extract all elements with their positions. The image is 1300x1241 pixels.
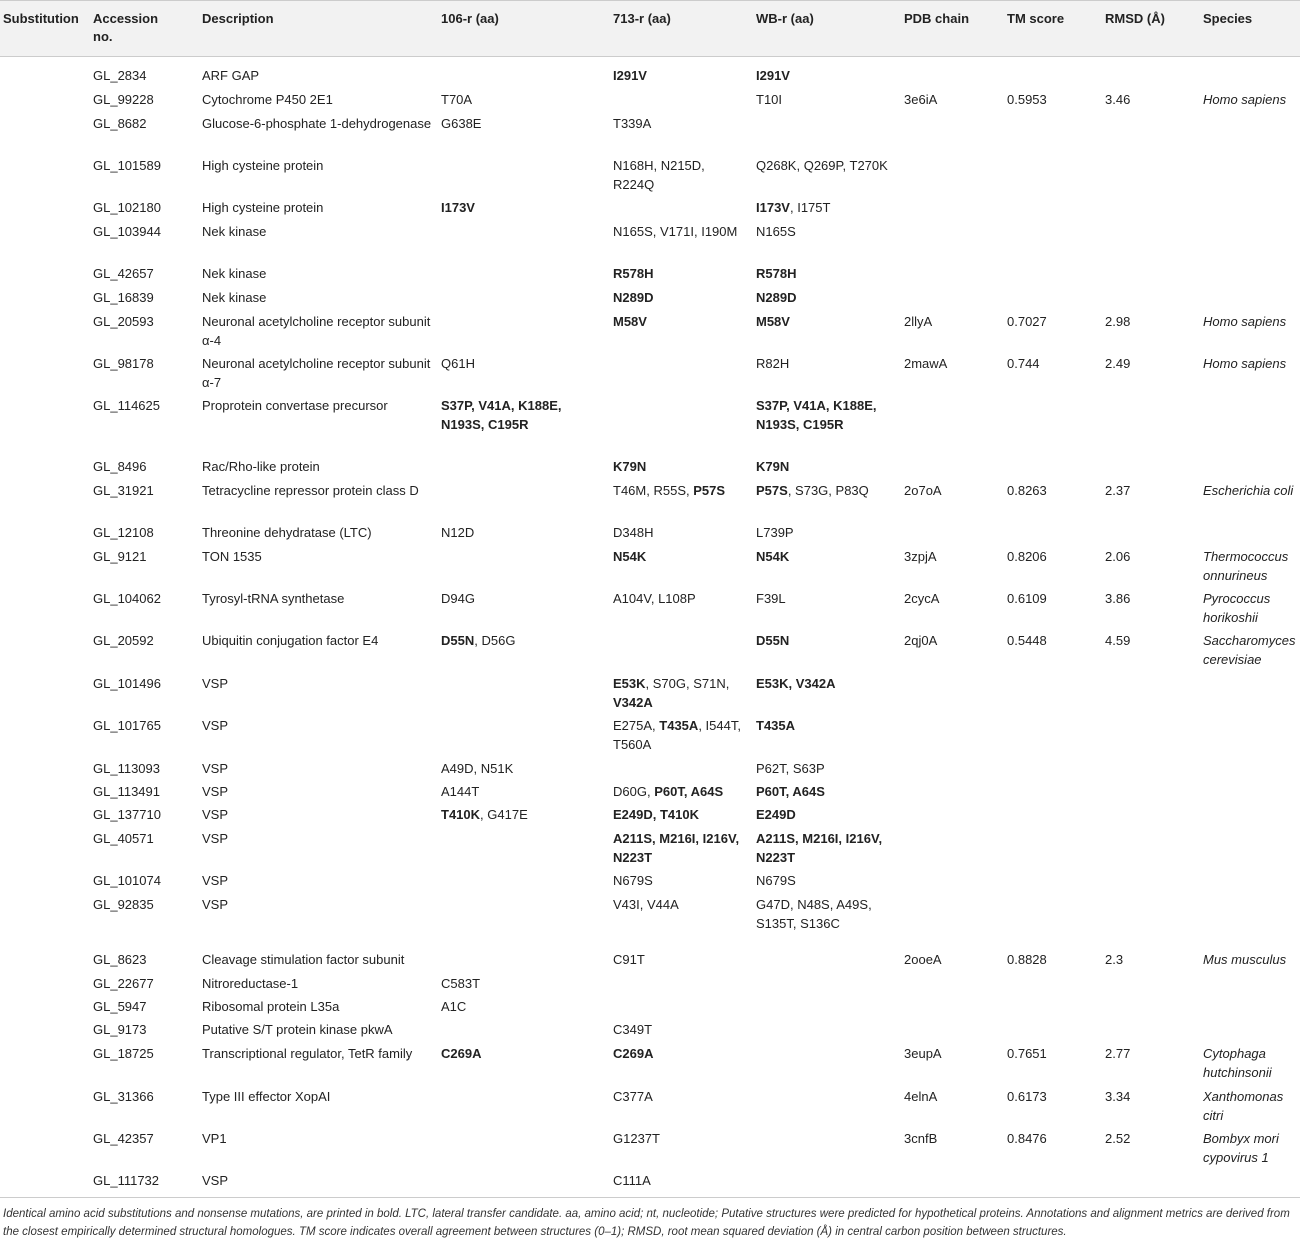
substitution: A144T (441, 784, 480, 799)
substitution: T410K (659, 807, 700, 822)
r713-cell: N165S, V171I, I190M (613, 224, 738, 239)
wb-cell (756, 355, 898, 374)
substitution: I173V (441, 200, 475, 215)
substitution: S63P (792, 761, 825, 776)
r713-cell (613, 313, 748, 332)
substitution: I216V (702, 831, 736, 846)
species-cell: Homo sapiens (1203, 92, 1287, 107)
tm-score-cell: 0.744 (1007, 356, 1040, 371)
r106-cell (441, 355, 601, 374)
substitution: M216I (659, 831, 696, 846)
r713-cell: E249D, T410K (613, 807, 700, 822)
r713-cell (613, 1130, 748, 1149)
accession-cell: GL_31921 (93, 483, 154, 498)
wb-cell (756, 265, 898, 284)
pdb-chain-cell: 4elnA (904, 1089, 938, 1104)
wb-cell: P57S, S73G, P83Q (756, 483, 869, 498)
r106-cell: D55N, D56G (441, 633, 516, 648)
accession-cell: GL_8623 (93, 952, 147, 967)
species-cell: Xanthomonas citri (1203, 1089, 1284, 1123)
substitution: V342A (795, 676, 836, 691)
header-tm-score: TM score (1007, 11, 1065, 26)
r106-cell (441, 975, 601, 994)
substitution: A211S (613, 831, 653, 846)
tm-score-cell: 0.5448 (1007, 633, 1047, 648)
accession-cell: GL_20592 (93, 633, 154, 648)
species-cell: Thermococcus onnurineus (1203, 549, 1289, 583)
substitution: T339A (613, 116, 652, 131)
species-cell: Homo sapiens (1203, 356, 1287, 371)
substitution: S71N (693, 676, 726, 691)
substitution: I291V (756, 68, 790, 83)
substitution: I173V (756, 200, 790, 215)
accession-cell: GL_40571 (93, 831, 154, 846)
r713-cell: V43I, V44A (613, 897, 679, 912)
accession-cell: GL_101496 (93, 676, 161, 691)
accession-cell: GL_8496 (93, 459, 147, 474)
r713-cell: E53K, S70G, S71N, V342A (613, 676, 730, 710)
pdb-chain-cell: 3e6iA (904, 92, 938, 107)
description-cell: Cytochrome P450 2E1 (202, 92, 333, 107)
description-cell: Tetracycline repressor protein class D (202, 483, 419, 498)
substitution: C91T (613, 952, 645, 967)
substitution: K79N (756, 459, 790, 474)
description-cell: Transcriptional regulator, TetR family (202, 1046, 413, 1061)
substitution: I175T (797, 200, 831, 215)
rmsd-cell: 2.52 (1105, 1131, 1131, 1146)
accession-cell: GL_5947 (93, 999, 147, 1014)
description-cell: VSP (202, 784, 229, 799)
rmsd-cell: 2.77 (1105, 1046, 1131, 1061)
substitution: I190M (701, 224, 738, 239)
accession-cell: GL_20593 (93, 314, 154, 329)
tm-score-cell: 0.5953 (1007, 92, 1047, 107)
wb-cell: Q268K, Q269P, T270K (756, 158, 888, 173)
description-cell: Nek kinase (202, 266, 267, 281)
rmsd-cell: 3.46 (1105, 92, 1131, 107)
r106-cell (441, 524, 601, 543)
species-cell: Cytophaga hutchinsonii (1203, 1046, 1272, 1080)
r713-cell (613, 524, 748, 543)
header-species: Species (1203, 11, 1253, 26)
substitution: Q269P (803, 158, 843, 173)
accession-cell: GL_103944 (93, 224, 161, 239)
substitution: E249D (613, 807, 653, 822)
substitution: T10I (756, 92, 783, 107)
substitution: A49S (836, 897, 869, 912)
substitution: P60T (756, 784, 786, 799)
tm-score-cell: 0.8476 (1007, 1131, 1047, 1146)
substitution: Q268K (756, 158, 797, 173)
description-cell: High cysteine protein (202, 158, 324, 173)
substitution: D348H (613, 525, 654, 540)
pdb-chain-cell: 3cnfB (904, 1131, 938, 1146)
r106-cell (441, 199, 601, 218)
accession-cell: GL_137710 (93, 807, 161, 822)
wb-cell (756, 806, 898, 825)
table-header (0, 0, 1300, 56)
header-713r: 713-r (aa) (613, 11, 671, 26)
species-cell: Escherichia coli (1203, 483, 1294, 498)
substitution: K79N (613, 459, 647, 474)
header-rmsd: RMSD (Å) (1105, 11, 1165, 26)
r106-cell (441, 91, 601, 110)
description-cell: VSP (202, 873, 229, 888)
substitution: T270K (849, 158, 888, 173)
wb-cell (756, 67, 898, 86)
r106-cell (441, 783, 601, 802)
r106-cell: A49D, N51K (441, 761, 514, 776)
substitution: D55N (756, 633, 790, 648)
accession-cell: GL_42657 (93, 266, 154, 281)
tm-score-cell: 0.6109 (1007, 591, 1047, 606)
header-description: Description (202, 11, 274, 26)
accession-cell: GL_111732 (93, 1173, 160, 1188)
tm-score-cell: 0.7027 (1007, 314, 1047, 329)
substitution: T435A (659, 718, 699, 733)
substitution: C583T (441, 976, 481, 991)
pdb-chain-cell: 3eupA (904, 1046, 942, 1061)
substitution: R224Q (613, 176, 655, 192)
species-cell: Pyrococcus horikoshii (1203, 591, 1271, 625)
r713-cell: D60G, P60T, A64S (613, 784, 724, 799)
rmsd-cell: 2.06 (1105, 549, 1131, 564)
wb-cell (756, 632, 898, 651)
description-cell: VSP (202, 807, 229, 822)
substitution: A64S (792, 784, 825, 799)
substitution: M58V (756, 314, 790, 329)
wb-cell: S37P, V41A, K188E, N193S, C195R (756, 398, 877, 432)
pdb-chain-cell: 2llyA (904, 314, 933, 329)
rmsd-cell: 3.34 (1105, 1089, 1131, 1104)
substitution: D60G (613, 784, 647, 799)
wb-cell: E53K, V342A (756, 676, 836, 691)
header-106r: 106-r (aa) (441, 11, 499, 26)
description-cell: VSP (202, 761, 229, 776)
header-wbr: WB-r (aa) (756, 11, 814, 26)
substitution: V44A (646, 897, 679, 912)
substitution: C195R (487, 416, 529, 432)
r713-cell (613, 458, 748, 477)
header-substitution: Substitution (3, 11, 79, 26)
rmsd-cell: 4.59 (1105, 633, 1131, 648)
pdb-chain-cell: 2mawA (904, 356, 948, 371)
pdb-chain-cell: 2qj0A (904, 633, 938, 648)
accession-cell: GL_9121 (93, 549, 147, 564)
description-cell: Nek kinase (202, 290, 267, 305)
substitution: G1237T (613, 1131, 660, 1146)
substitution: P83Q (835, 483, 869, 498)
substitution: L108P (658, 591, 696, 606)
species-cell: Homo sapiens (1203, 314, 1287, 329)
r106-cell (441, 115, 601, 134)
substitution: D56G (481, 633, 516, 648)
substitution: N54K (756, 549, 790, 564)
description-cell: Proprotein convertase precursor (202, 398, 388, 413)
accession-cell: GL_8682 (93, 116, 147, 131)
accession-cell: GL_22677 (93, 976, 154, 991)
accession-cell: GL_99228 (93, 92, 154, 107)
substitution: L739P (756, 525, 794, 540)
description-cell: Glucose-6-phosphate 1-dehydrogenase (202, 116, 432, 131)
substitution: N165S (756, 224, 796, 239)
rmsd-cell: 2.37 (1105, 483, 1131, 498)
r713-cell: A104V, L108P (613, 591, 696, 606)
substitution: R578H (756, 266, 797, 281)
substitution: T560A (613, 736, 652, 752)
substitution: T435A (756, 718, 796, 733)
pdb-chain-cell: 3zpjA (904, 549, 937, 564)
accession-cell: GL_2834 (93, 68, 147, 83)
substitution: N679S (613, 873, 653, 888)
tm-score-cell: 0.8206 (1007, 549, 1047, 564)
substitution: A104V (613, 591, 651, 606)
r713-cell (613, 67, 748, 86)
substitution: V41A (478, 398, 511, 413)
substitution: N193S (441, 416, 481, 432)
substitution: M58V (613, 314, 647, 329)
accession-cell: GL_98178 (93, 356, 154, 371)
wb-cell (756, 548, 898, 567)
substitution: G417E (487, 807, 528, 822)
r713-cell: A211S, M216I, I216V, N223T (613, 831, 740, 865)
substitution: N289D (613, 290, 654, 305)
r106-cell (441, 1045, 601, 1064)
substitution: S70G (652, 676, 687, 691)
substitution: C349T (613, 1022, 653, 1037)
accession-cell: GL_42357 (93, 1131, 154, 1146)
r106-cell: T410K, G417E (441, 807, 528, 822)
description-cell: VP1 (202, 1131, 227, 1146)
description-cell: Putative S/T protein kinase pkwA (202, 1022, 393, 1037)
description-cell: Ubiquitin conjugation factor E4 (202, 633, 379, 648)
substitution: P57S (693, 483, 726, 498)
substitution: S135T (756, 915, 793, 931)
substitution: C269A (613, 1046, 654, 1061)
substitution: C269A (441, 1046, 482, 1061)
r106-cell (441, 998, 601, 1017)
accession-cell: GL_101589 (93, 158, 161, 173)
r713-cell (613, 548, 748, 567)
wb-cell (756, 458, 898, 477)
substitution: E53K (613, 676, 646, 691)
substitution: P62T (756, 761, 786, 776)
substitution: F39L (756, 591, 786, 606)
wb-cell: P62T, S63P (756, 761, 825, 776)
wb-cell (756, 313, 898, 332)
r713-cell (613, 115, 748, 134)
description-cell: TON 1535 (202, 549, 262, 564)
accession-cell: GL_31366 (93, 1089, 154, 1104)
wb-cell (756, 91, 898, 110)
substitution: P57S (756, 483, 788, 498)
substitution: N12D (441, 525, 475, 540)
substitution: Q61H (441, 356, 475, 371)
rmsd-cell: 2.49 (1105, 356, 1131, 371)
description-cell: Threonine dehydratase (LTC) (202, 525, 372, 540)
substitution: V43I (613, 897, 640, 912)
accession-cell: GL_12108 (93, 525, 154, 540)
top-rule (0, 0, 1300, 1)
r713-cell (613, 1172, 748, 1191)
accession-cell: GL_16839 (93, 290, 154, 305)
substitution: E275A (613, 718, 653, 733)
substitution: M216I (802, 831, 839, 846)
substitution: I291V (613, 68, 647, 83)
description-cell: Ribosomal protein L35a (202, 999, 340, 1014)
accession-cell: GL_9173 (93, 1022, 147, 1037)
tm-score-cell: 0.8828 (1007, 952, 1047, 967)
substitution: N54K (613, 549, 647, 564)
substitution: S136C (800, 915, 840, 931)
substitution: V171I (659, 224, 694, 239)
substitution: T46M (613, 483, 647, 498)
substitution: K188E (518, 398, 558, 413)
description-cell: VSP (202, 831, 229, 846)
wb-cell: P60T, A64S (756, 784, 825, 799)
accession-cell: GL_18725 (93, 1046, 154, 1061)
substitution: C111A (613, 1173, 651, 1188)
substitution: R578H (613, 266, 654, 281)
r713-cell (613, 1021, 748, 1040)
description-cell: Neuronal acetylcholine receptor subunit α-7 (202, 356, 431, 390)
substitution: N168H (613, 158, 654, 173)
substitution: G47D (756, 897, 790, 912)
rmsd-cell: 2.98 (1105, 314, 1131, 329)
header-rule (0, 56, 1300, 57)
accession-cell: GL_104062 (93, 591, 161, 606)
tm-score-cell: 0.6173 (1007, 1089, 1047, 1104)
substitution: N51K (480, 761, 514, 776)
tm-score-cell: 0.7651 (1007, 1046, 1047, 1061)
r713-cell (613, 872, 748, 891)
substitution: G638E (441, 116, 482, 131)
substitution: T410K (441, 807, 481, 822)
description-cell: Type III effector XopAI (202, 1089, 331, 1104)
substitution: R82H (756, 356, 790, 371)
substitution: T70A (441, 92, 473, 107)
r713-cell (613, 1045, 748, 1064)
wb-cell (756, 289, 898, 308)
pdb-chain-cell: 2ooeA (904, 952, 942, 967)
rmsd-cell: 3.86 (1105, 591, 1131, 606)
description-cell: Cleavage stimulation factor subunit (202, 952, 405, 967)
substitution: C195R (802, 416, 844, 432)
substitution: S37P (756, 398, 787, 413)
substitution: D55N (441, 633, 475, 648)
accession-cell: GL_92835 (93, 897, 154, 912)
tm-score-cell: 0.8263 (1007, 483, 1047, 498)
substitution: N165S (613, 224, 653, 239)
substitution: N223T (613, 849, 653, 865)
substitution: E249D (756, 807, 796, 822)
wb-cell (756, 590, 898, 609)
wb-cell: G47D, N48S, A49S, S135T, S136C (756, 897, 872, 931)
substitution: K188E (833, 398, 873, 413)
pdb-chain-cell: 2o7oA (904, 483, 942, 498)
accession-cell: GL_101765 (93, 718, 161, 733)
description-cell: Tyrosyl-tRNA synthetase (202, 591, 345, 606)
pdb-chain-cell: 2cycA (904, 591, 940, 606)
substitution: D94G (441, 591, 475, 606)
substitution: C377A (613, 1089, 653, 1104)
species-cell: Bombyx mori cypovirus 1 (1203, 1131, 1279, 1165)
wb-cell (756, 223, 898, 242)
accession-cell: GL_113093 (93, 761, 160, 776)
rmsd-cell: 2.3 (1105, 952, 1124, 967)
accession-cell: GL_113491 (93, 784, 160, 799)
r713-cell (613, 951, 748, 970)
substitution: N215D (660, 158, 702, 173)
substitution: N679S (756, 873, 796, 888)
description-cell: VSP (202, 676, 229, 691)
wb-cell (756, 717, 898, 736)
substitution: I216V (845, 831, 879, 846)
description-cell: ARF GAP (202, 68, 260, 83)
substitution: A1C (441, 999, 467, 1014)
wb-cell: I173V, I175T (756, 200, 831, 215)
substitution: E53K (756, 676, 789, 691)
bottom-rule (0, 1197, 1300, 1198)
r713-cell (613, 265, 748, 284)
header-pdb-chain: PDB chain (904, 11, 970, 26)
species-cell: Saccharomyces cerevisiae (1203, 633, 1296, 667)
r713-cell (613, 289, 748, 308)
description-cell: Nitroreductase-1 (202, 976, 299, 991)
r713-cell (613, 1088, 748, 1107)
description-cell: Neuronal acetylcholine receptor subunit α-4 (202, 314, 431, 348)
description-cell: VSP (202, 1173, 229, 1188)
substitution: V342A (613, 694, 653, 710)
wb-cell (756, 524, 898, 543)
accession-cell: GL_101074 (93, 873, 161, 888)
description-cell: Rac/Rho-like protein (202, 459, 320, 474)
substitution: A211S (756, 831, 796, 846)
substitution: V41A (793, 398, 826, 413)
substitution: N223T (756, 849, 796, 865)
wb-cell: A211S, M216I, I216V, N223T (756, 831, 883, 865)
r713-cell: N168H, N215D, R224Q (613, 158, 705, 192)
r106-cell (441, 590, 601, 609)
species-cell: Mus musculus (1203, 952, 1287, 967)
description-cell: VSP (202, 718, 229, 733)
r713-cell: E275A, T435A, I544T, T560A (613, 718, 741, 752)
r106-cell: S37P, V41A, K188E, N193S, C195R (441, 398, 562, 432)
wb-cell (756, 872, 898, 891)
substitution: A64S (690, 784, 724, 799)
accession-cell: GL_102180 (93, 200, 161, 215)
substitution: S73G (795, 483, 829, 498)
table-footnote: Identical amino acid substitutions and nonsense mutations, are printed in bold. LTC, lateral transfer candidate. aa, amino acid; nt, nucleotide; Putative structures were predicted for hypothetical proteins. Annotations and alignment metrics are derived from the closest empirically determined structural homologues. TM score indicates overall agreement between structures (0–1); RMSD, root mean squared deviation (Å) in central carbon position between structures. (3, 1208, 1290, 1238)
substitution: S37P (441, 398, 472, 413)
header-accession: Accession no. (93, 11, 159, 44)
substitution: A49D (441, 761, 474, 776)
description-cell: Nek kinase (202, 224, 267, 239)
substitution: I544T (705, 718, 738, 733)
description-cell: VSP (202, 897, 229, 912)
substitution: P60T (654, 784, 684, 799)
substitution: R55S (653, 483, 686, 498)
substitution: N48S (797, 897, 830, 912)
substitution: N193S (756, 416, 796, 432)
description-cell: High cysteine protein (202, 200, 324, 215)
substitution: N289D (756, 290, 797, 305)
accession-cell: GL_114625 (93, 398, 160, 413)
r713-cell: T46M, R55S, P57S (613, 483, 726, 498)
